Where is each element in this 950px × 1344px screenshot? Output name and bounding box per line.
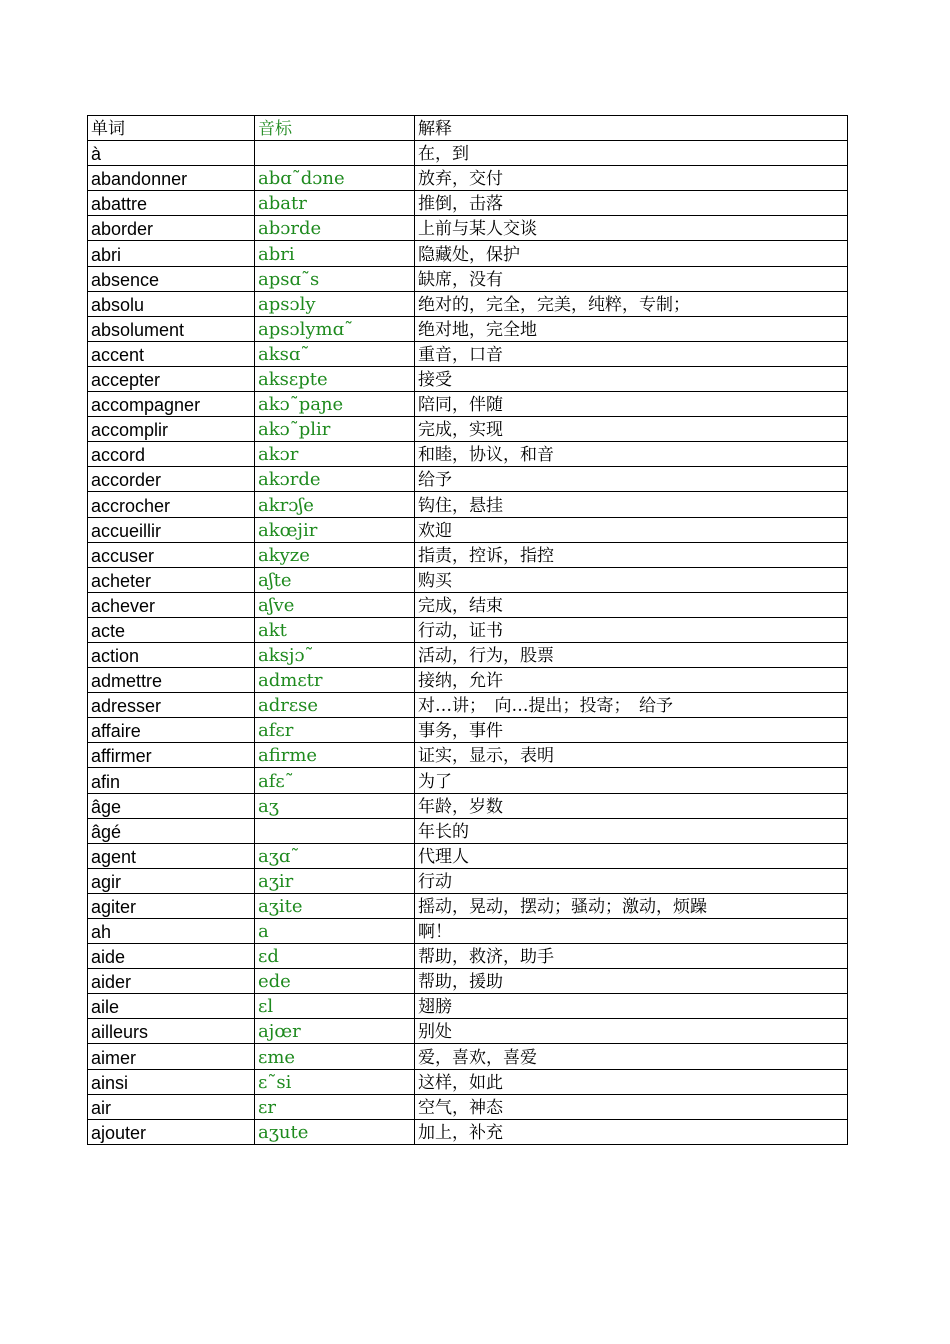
table-row xyxy=(88,291,848,316)
table-row xyxy=(88,768,848,793)
definition-cell: 对…讲； 向…提出；投寄； 给予 xyxy=(415,693,848,718)
word-cell: air xyxy=(88,1094,255,1119)
phonetic-cell: aksjɔ˜ xyxy=(255,642,415,667)
table-row xyxy=(88,617,848,642)
definition-cell: 指责，控诉，指控 xyxy=(415,542,848,567)
phonetic-cell: afirme xyxy=(255,743,415,768)
table-row xyxy=(88,141,848,166)
table-row xyxy=(88,417,848,442)
phonetic-cell: afɛr xyxy=(255,718,415,743)
definition-cell: 购买 xyxy=(415,567,848,592)
table-row xyxy=(88,843,848,868)
phonetic-cell: abɑ˜dɔne xyxy=(255,166,415,191)
definition-cell: 接受 xyxy=(415,366,848,391)
word-cell: affaire xyxy=(88,718,255,743)
definition-cell: 帮助，援助 xyxy=(415,969,848,994)
definition-cell: 完成，结束 xyxy=(415,592,848,617)
word-cell: à xyxy=(88,141,255,166)
word-cell: aide xyxy=(88,944,255,969)
table-header-row xyxy=(88,116,848,141)
phonetic-cell: ɛ˜si xyxy=(255,1069,415,1094)
phonetic-cell: aʒute xyxy=(255,1119,415,1144)
definition-cell: 绝对地，完全地 xyxy=(415,316,848,341)
word-cell: aile xyxy=(88,994,255,1019)
definition-cell: 代理人 xyxy=(415,843,848,868)
definition-cell: 和睦，协议，和音 xyxy=(415,442,848,467)
word-cell: accompagner xyxy=(88,392,255,417)
table-row xyxy=(88,341,848,366)
table-row xyxy=(88,668,848,693)
table-row xyxy=(88,542,848,567)
word-cell: abattre xyxy=(88,191,255,216)
phonetic-cell: admɛtr xyxy=(255,668,415,693)
definition-cell: 证实，显示，表明 xyxy=(415,743,848,768)
phonetic-cell: akɔr xyxy=(255,442,415,467)
phonetic-cell: ajœr xyxy=(255,1019,415,1044)
phonetic-cell: afɛ˜ xyxy=(255,768,415,793)
phonetic-cell: apsɔly xyxy=(255,291,415,316)
word-cell: ainsi xyxy=(88,1069,255,1094)
word-cell: accepter xyxy=(88,366,255,391)
table-row xyxy=(88,592,848,617)
phonetic-cell: aʒite xyxy=(255,893,415,918)
phonetic-cell: akœjir xyxy=(255,517,415,542)
definition-cell: 爱，喜欢，喜爱 xyxy=(415,1044,848,1069)
phonetic-cell: abatr xyxy=(255,191,415,216)
phonetic-cell: apsɑ˜s xyxy=(255,266,415,291)
definition-cell: 隐藏处，保护 xyxy=(415,241,848,266)
word-cell: agir xyxy=(88,868,255,893)
phonetic-cell: akɔ˜plir xyxy=(255,417,415,442)
header-definition: 解释 xyxy=(415,116,848,141)
table-row xyxy=(88,919,848,944)
table-row xyxy=(88,1119,848,1144)
definition-cell: 加上，补充 xyxy=(415,1119,848,1144)
word-cell: ailleurs xyxy=(88,1019,255,1044)
vocabulary-table-body xyxy=(88,116,848,1145)
phonetic-cell: akɔrde xyxy=(255,467,415,492)
phonetic-cell: aʒɑ˜ xyxy=(255,843,415,868)
header-word: 单词 xyxy=(88,116,255,141)
phonetic-cell: abɔrde xyxy=(255,216,415,241)
table-row xyxy=(88,366,848,391)
definition-cell: 啊！ xyxy=(415,919,848,944)
phonetic-cell: ɛl xyxy=(255,994,415,1019)
phonetic-cell: aʒ xyxy=(255,793,415,818)
word-cell: abandonner xyxy=(88,166,255,191)
table-row xyxy=(88,793,848,818)
word-cell: adresser xyxy=(88,693,255,718)
table-row xyxy=(88,567,848,592)
definition-cell: 给予 xyxy=(415,467,848,492)
phonetic-cell: ɛr xyxy=(255,1094,415,1119)
table-row xyxy=(88,994,848,1019)
table-row xyxy=(88,893,848,918)
table-row xyxy=(88,1069,848,1094)
word-cell: aimer xyxy=(88,1044,255,1069)
table-row xyxy=(88,166,848,191)
definition-cell: 行动，证书 xyxy=(415,617,848,642)
definition-cell: 推倒，击落 xyxy=(415,191,848,216)
table-row xyxy=(88,1094,848,1119)
table-row xyxy=(88,216,848,241)
vocabulary-table xyxy=(87,115,848,1145)
table-row xyxy=(88,969,848,994)
word-cell: aborder xyxy=(88,216,255,241)
definition-cell: 行动 xyxy=(415,868,848,893)
phonetic-cell: adrɛse xyxy=(255,693,415,718)
phonetic-cell: aksɑ˜ xyxy=(255,341,415,366)
phonetic-cell: aʃve xyxy=(255,592,415,617)
table-row xyxy=(88,467,848,492)
word-cell: ah xyxy=(88,919,255,944)
word-cell: afin xyxy=(88,768,255,793)
word-cell: absolument xyxy=(88,316,255,341)
phonetic-cell: abri xyxy=(255,241,415,266)
table-row xyxy=(88,718,848,743)
word-cell: action xyxy=(88,642,255,667)
word-cell: âgé xyxy=(88,818,255,843)
phonetic-cell: akɔ˜paɲe xyxy=(255,392,415,417)
definition-cell: 活动，行为，股票 xyxy=(415,642,848,667)
phonetic-cell xyxy=(255,818,415,843)
definition-cell: 摇动，晃动，摆动；骚动；激动，烦躁 xyxy=(415,893,848,918)
word-cell: aider xyxy=(88,969,255,994)
word-cell: agiter xyxy=(88,893,255,918)
definition-cell: 接纳，允许 xyxy=(415,668,848,693)
word-cell: accrocher xyxy=(88,492,255,517)
word-cell: ajouter xyxy=(88,1119,255,1144)
phonetic-cell: aʃte xyxy=(255,567,415,592)
table-row xyxy=(88,693,848,718)
word-cell: accuser xyxy=(88,542,255,567)
table-row xyxy=(88,1044,848,1069)
word-cell: accent xyxy=(88,341,255,366)
definition-cell: 翅膀 xyxy=(415,994,848,1019)
definition-cell: 在，到 xyxy=(415,141,848,166)
definition-cell: 别处 xyxy=(415,1019,848,1044)
definition-cell: 年长的 xyxy=(415,818,848,843)
phonetic-cell: ɛme xyxy=(255,1044,415,1069)
table-row xyxy=(88,868,848,893)
word-cell: affirmer xyxy=(88,743,255,768)
word-cell: accueillir xyxy=(88,517,255,542)
table-row xyxy=(88,492,848,517)
definition-cell: 为了 xyxy=(415,768,848,793)
definition-cell: 事务，事件 xyxy=(415,718,848,743)
phonetic-cell: a xyxy=(255,919,415,944)
phonetic-cell: aksɛpte xyxy=(255,366,415,391)
phonetic-cell: ɛd xyxy=(255,944,415,969)
word-cell: absolu xyxy=(88,291,255,316)
definition-cell: 陪同，伴随 xyxy=(415,392,848,417)
word-cell: accomplir xyxy=(88,417,255,442)
phonetic-cell: akyze xyxy=(255,542,415,567)
definition-cell: 绝对的，完全，完美，纯粹，专制； xyxy=(415,291,848,316)
word-cell: agent xyxy=(88,843,255,868)
word-cell: achever xyxy=(88,592,255,617)
table-row xyxy=(88,241,848,266)
word-cell: admettre xyxy=(88,668,255,693)
word-cell: absence xyxy=(88,266,255,291)
table-row xyxy=(88,316,848,341)
table-row xyxy=(88,642,848,667)
definition-cell: 欢迎 xyxy=(415,517,848,542)
definition-cell: 帮助，救济，助手 xyxy=(415,944,848,969)
word-cell: abri xyxy=(88,241,255,266)
phonetic-cell: ede xyxy=(255,969,415,994)
word-cell: âge xyxy=(88,793,255,818)
word-cell: acheter xyxy=(88,567,255,592)
definition-cell: 这样，如此 xyxy=(415,1069,848,1094)
table-row xyxy=(88,818,848,843)
phonetic-cell: aʒir xyxy=(255,868,415,893)
table-row xyxy=(88,1019,848,1044)
definition-cell: 放弃，交付 xyxy=(415,166,848,191)
definition-cell: 完成，实现 xyxy=(415,417,848,442)
definition-cell: 重音，口音 xyxy=(415,341,848,366)
phonetic-cell: apsɔlymɑ˜ xyxy=(255,316,415,341)
table-row xyxy=(88,517,848,542)
definition-cell: 上前与某人交谈 xyxy=(415,216,848,241)
word-cell: accorder xyxy=(88,467,255,492)
table-row xyxy=(88,944,848,969)
table-row xyxy=(88,266,848,291)
phonetic-cell xyxy=(255,141,415,166)
table-row xyxy=(88,743,848,768)
word-cell: accord xyxy=(88,442,255,467)
table-row xyxy=(88,392,848,417)
definition-cell: 缺席，没有 xyxy=(415,266,848,291)
phonetic-cell: akt xyxy=(255,617,415,642)
table-row xyxy=(88,191,848,216)
header-phonetic: 音标 xyxy=(255,116,415,141)
word-cell: acte xyxy=(88,617,255,642)
phonetic-cell: akrɔʃe xyxy=(255,492,415,517)
definition-cell: 年龄，岁数 xyxy=(415,793,848,818)
definition-cell: 钩住，悬挂 xyxy=(415,492,848,517)
table-row xyxy=(88,442,848,467)
definition-cell: 空气，神态 xyxy=(415,1094,848,1119)
